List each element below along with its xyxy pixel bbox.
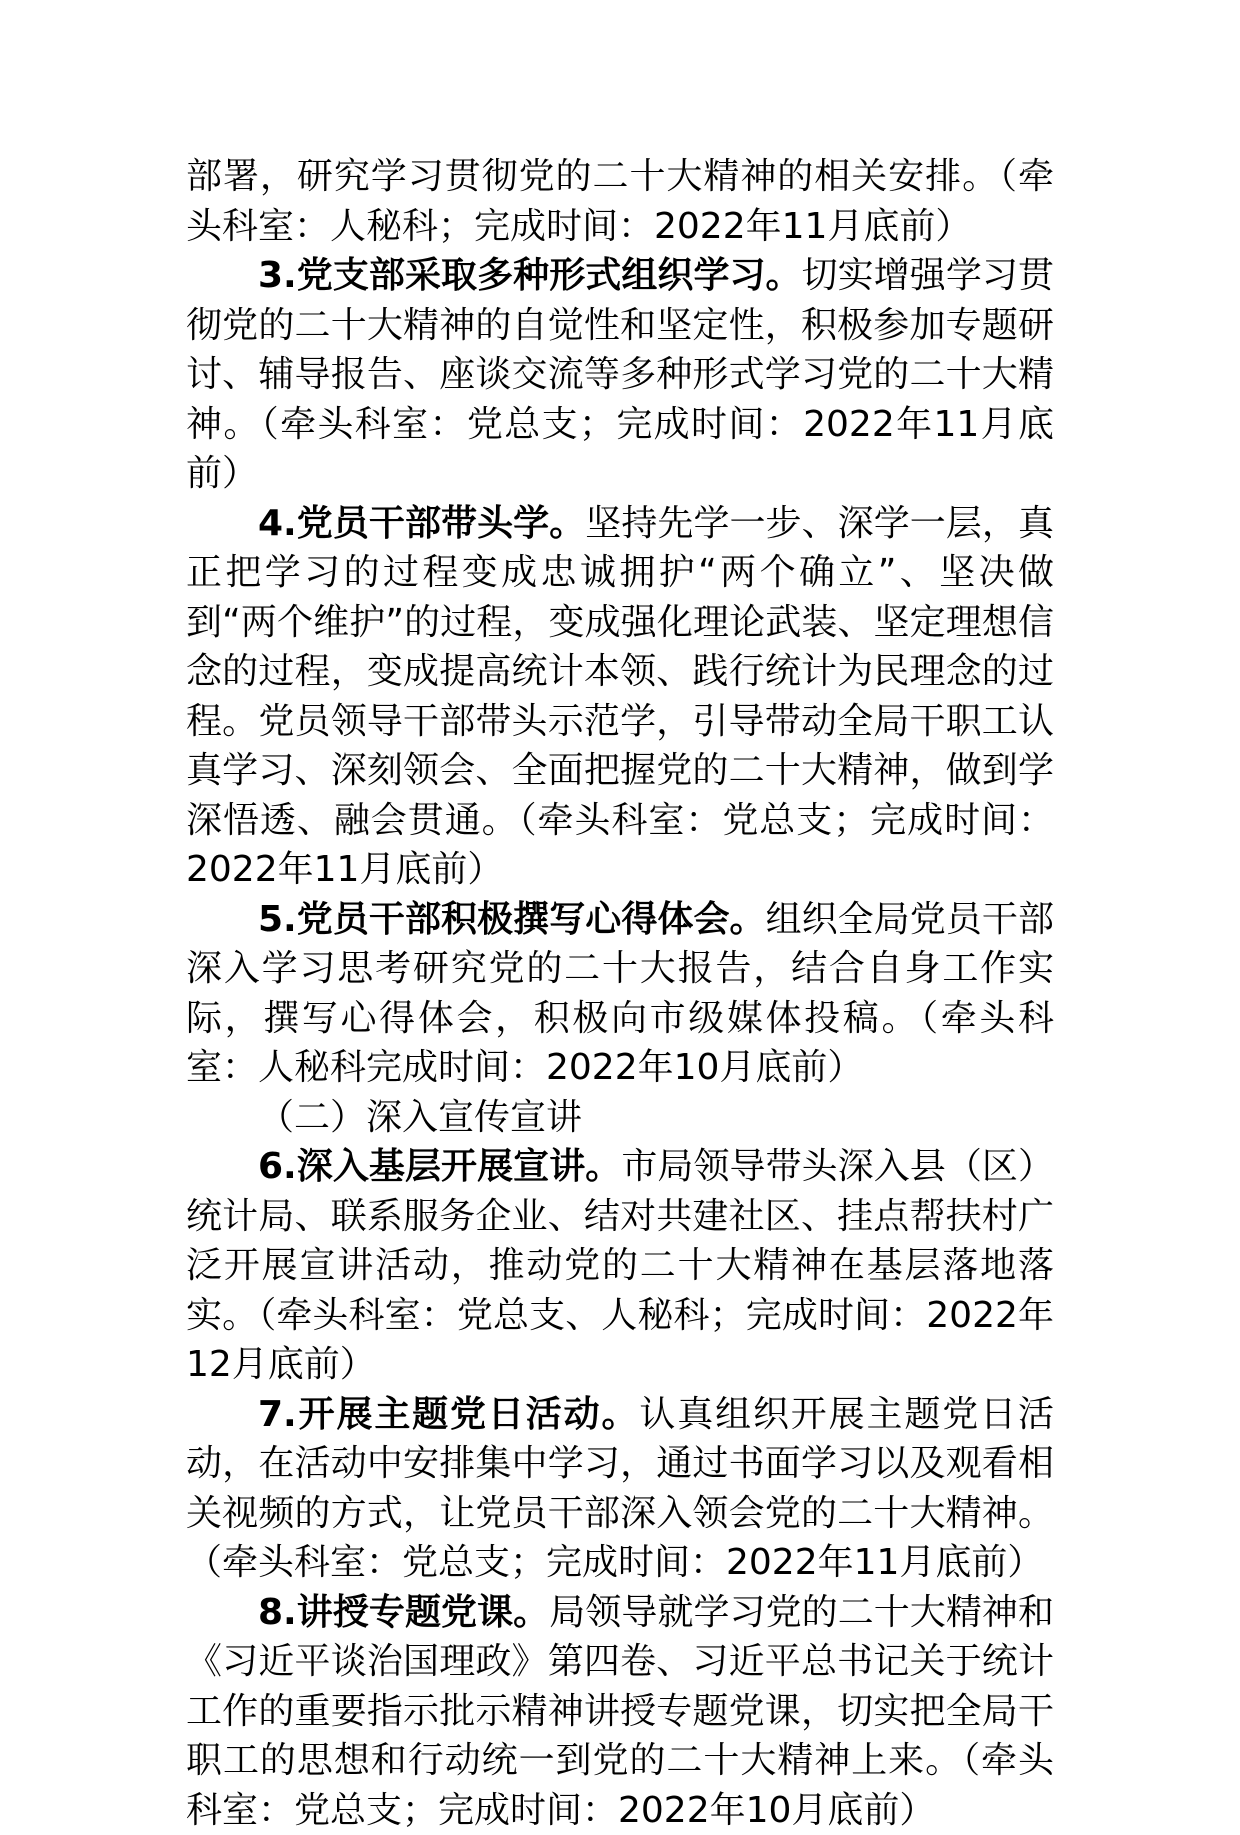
paragraph-text: 组织全局党员干部深入学习思考研究党的二十大报告，结合自身工作实际，撰写心得体会，积极向市级媒体投稿。（牵头科室：人秘科完成时间：2022年10月底前） bbox=[186, 899, 1054, 1089]
item-heading: 党员干部带头学。 bbox=[297, 503, 586, 544]
paragraph-text: 切实增强学习贯彻党的二十大精神的自觉性和坚定性，积极参加专题研讨、辅导报告、座谈交流等多种形式学习党的二十大精神。（牵头科室：党总支；完成时间：2022年11月底前） bbox=[186, 255, 1054, 494]
section-heading bbox=[186, 1093, 1054, 1143]
paragraph-text: 认真组织开展主题党日活动，在活动中安排集中学习，通过书面学习以及观看相关视频的方式，让党员干部深入领会党的二十大精神。（牵头科室：党总支；完成时间：2022年11月底前） bbox=[186, 1394, 1054, 1584]
item-number: 3. bbox=[258, 255, 297, 296]
item-number: 4. bbox=[258, 503, 297, 544]
paragraph-item-3 bbox=[186, 251, 1054, 499]
paragraph-intro bbox=[186, 152, 1054, 251]
paragraph-item-6 bbox=[186, 1142, 1054, 1390]
paragraph-text: 市局领导带头深入县（区）统计局、联系服务企业、结对共建社区、挂点帮扶村广泛开展宣讲活动，推动党的二十大精神在基层落地落实。（牵头科室：党总支、人秘科；完成时间：2022年12月底前） bbox=[186, 1146, 1054, 1385]
item-heading: 讲授专题党课。 bbox=[297, 1592, 549, 1633]
paragraph-text: 坚持先学一步、深学一层，真正把学习的过程变成忠诚拥护“两个确立”、坚决做到“两个维护”的过程，变成强化理论武装、坚定理想信念的过程，变成提高统计本领、践行统计为民理念的过程。党员领导干部带头示范学，引导带动全局干职工认真学习、深刻领会、全面把握党的二十大精神，做到学深悟透、融会贯通。（牵头科室：党总支；完成时间：2022年11月底前） bbox=[186, 503, 1054, 891]
paragraph-item-4 bbox=[186, 499, 1054, 895]
item-heading: 党员干部积极撰写心得体会。 bbox=[297, 899, 766, 940]
item-number: 7. bbox=[258, 1394, 297, 1435]
section-title-text: （二）深入宣传宣讲 bbox=[258, 1097, 582, 1138]
item-number: 8. bbox=[258, 1592, 297, 1633]
item-number: 5. bbox=[258, 899, 297, 940]
paragraph-item-8 bbox=[186, 1588, 1054, 1835]
item-heading: 开展主题党日活动。 bbox=[297, 1394, 640, 1435]
item-heading: 深入基层开展宣讲。 bbox=[297, 1146, 622, 1187]
paragraph-text: 局领导就学习党的二十大精神和《习近平谈治国理政》第四卷、习近平总书记关于统计工作的重要指示批示精神讲授专题党课，切实把全局干职工的思想和行动统一到党的二十大精神上来。（牵头科室：党总支；完成时间：2022年10月底前） bbox=[186, 1592, 1054, 1831]
paragraph-item-5 bbox=[186, 895, 1054, 1093]
paragraph-item-7 bbox=[186, 1390, 1054, 1588]
document-page bbox=[186, 152, 1054, 1835]
item-number: 6. bbox=[258, 1146, 297, 1187]
item-heading: 党支部采取多种形式组织学习。 bbox=[297, 255, 802, 296]
paragraph-text: 部署，研究学习贯彻党的二十大精神的相关安排。（牵头科室：人秘科；完成时间：2022年11月底前） bbox=[186, 156, 1054, 247]
